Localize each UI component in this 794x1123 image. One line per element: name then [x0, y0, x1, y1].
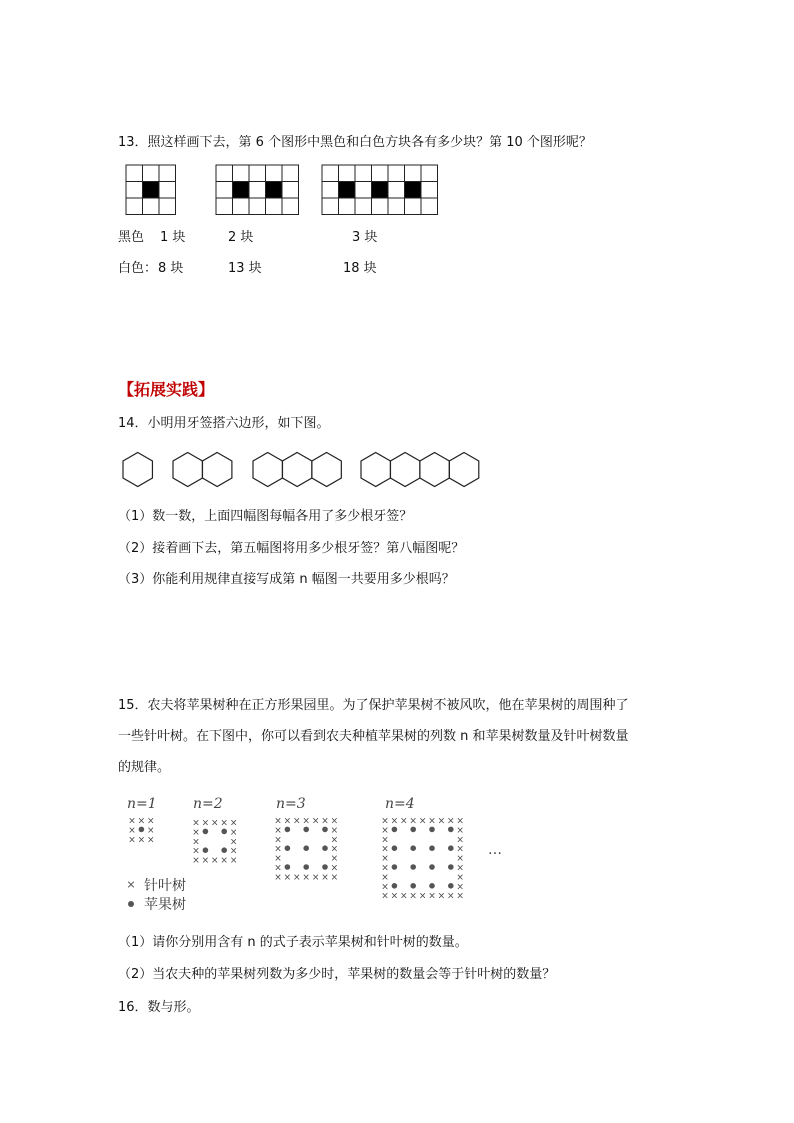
hexagon — [123, 453, 152, 487]
white-square — [126, 198, 143, 215]
q13-black-count-1: 1 块 — [160, 230, 186, 245]
q13-text: 13．照这样画下去，第 6 个图形中黑色和白色方块各有多少块？第 10 个图形呢？ — [118, 135, 592, 150]
conifer-tree: × — [330, 863, 339, 874]
conifer-tree: × — [418, 816, 427, 827]
legend-conifer-label: 针叶树 — [144, 878, 186, 894]
black-square — [405, 182, 422, 199]
conifer-tree: × — [283, 872, 292, 883]
white-square — [322, 198, 339, 215]
conifer-tree: × — [400, 816, 408, 827]
conifer-tree: × — [274, 825, 282, 836]
white-square — [388, 182, 405, 199]
q13-white-label: 白色： — [118, 261, 158, 276]
white-square — [421, 182, 438, 199]
q15-text-line3: 的规律。 — [118, 760, 171, 775]
apple-tree — [303, 827, 309, 833]
white-square — [355, 182, 372, 199]
conifer-tree: × — [437, 816, 446, 827]
q16-text: 16．数与形。 — [118, 1000, 200, 1015]
black-square — [372, 182, 389, 199]
q14-hexagon-figures — [120, 450, 490, 490]
white-square — [339, 198, 356, 215]
white-square — [126, 165, 143, 182]
white-square — [355, 165, 372, 182]
conifer-tree: × — [220, 818, 228, 829]
conifer-tree: × — [447, 816, 455, 827]
conifer-tree: × — [201, 856, 210, 867]
conifer-tree: × — [229, 837, 238, 848]
conifer-tree: × — [330, 835, 339, 846]
apple-tree — [203, 847, 209, 853]
conifer-tree: × — [437, 891, 446, 902]
apple-tree — [322, 864, 328, 870]
conifer-tree: × — [229, 856, 238, 867]
apple-tree — [285, 827, 291, 833]
apple-tree — [410, 845, 416, 851]
conifer-legend-icon: × — [126, 878, 136, 891]
white-square — [216, 182, 233, 199]
conifer-tree: × — [274, 816, 282, 827]
q14-sub2: （2）接着画下去，第五幅图将用多少根牙签？第八幅图呢？ — [118, 541, 465, 556]
apple-tree — [221, 847, 227, 853]
white-square — [322, 182, 339, 199]
conifer-tree: × — [390, 891, 399, 902]
white-square — [249, 182, 266, 199]
conifer-tree: × — [456, 872, 464, 883]
conifer-tree: × — [447, 891, 455, 902]
q15-text-line1: 15．农夫将苹果树种在正方形果园里。为了保护苹果树不被风吹，他在苹果树的周围种了 — [118, 698, 629, 713]
conifer-tree: × — [330, 854, 339, 865]
white-square — [143, 198, 160, 215]
conifer-tree: × — [302, 816, 310, 827]
conifer-tree: × — [201, 818, 210, 829]
q13-black-count-3: 3 块 — [352, 230, 378, 245]
white-square — [249, 165, 266, 182]
conifer-tree: × — [381, 882, 389, 893]
conifer-tree: × — [428, 816, 436, 827]
conifer-tree: × — [330, 872, 339, 883]
black-square — [233, 182, 250, 199]
q13-white-count-2: 13 块 — [228, 261, 262, 276]
hexagon — [312, 453, 341, 487]
apple-tree — [392, 845, 398, 851]
conifer-tree: × — [381, 891, 389, 902]
conifer-tree: × — [381, 844, 389, 855]
white-square — [266, 165, 283, 182]
white-square — [421, 198, 438, 215]
apple-tree — [221, 829, 227, 835]
conifer-tree: × — [147, 816, 155, 827]
hexagon-figures-group — [123, 453, 479, 487]
white-square — [282, 198, 299, 215]
conifer-tree: × — [147, 825, 155, 836]
q13-white-count-3: 18 块 — [343, 261, 377, 276]
conifer-tree: × — [400, 891, 408, 902]
hexagon — [253, 453, 282, 487]
conifer-tree: × — [390, 816, 399, 827]
q13-grid-figures — [124, 164, 444, 218]
ellipsis: … — [488, 842, 502, 858]
conifer-tree: × — [456, 891, 464, 902]
q13-black-count-2: 2 块 — [228, 230, 254, 245]
conifer-tree: × — [229, 818, 238, 829]
conifer-tree: × — [456, 825, 464, 836]
white-square — [282, 165, 299, 182]
white-square — [405, 165, 422, 182]
q15-text-line2: 一些针叶树。在下图中，你可以看到农夫种植苹果树的列数 n 和苹果树数量及针叶树数量 — [118, 729, 629, 744]
q13-white-count-1: 8 块 — [158, 261, 184, 276]
apple-tree — [429, 883, 435, 889]
conifer-tree: × — [311, 816, 320, 827]
conifer-tree: × — [128, 825, 136, 836]
conifer-tree: × — [274, 854, 282, 865]
white-square — [282, 182, 299, 199]
conifer-tree: × — [456, 816, 464, 827]
q15-sub1: （1）请你分别用含有 n 的式子表示苹果树和针叶树的数量。 — [118, 935, 468, 950]
conifer-tree: × — [293, 872, 301, 883]
conifer-tree: × — [128, 816, 136, 827]
conifer-tree: × — [409, 816, 417, 827]
white-square — [339, 165, 356, 182]
conifer-tree: × — [137, 835, 146, 846]
white-square — [143, 165, 160, 182]
white-square — [233, 165, 250, 182]
black-square — [339, 182, 356, 199]
conifer-tree: × — [456, 835, 464, 846]
conifer-tree: × — [229, 846, 238, 857]
conifer-tree: × — [321, 816, 329, 827]
apple-tree — [139, 827, 145, 833]
white-square — [126, 182, 143, 199]
conifer-tree: × — [381, 816, 389, 827]
label-n3: n=3 — [276, 796, 306, 812]
apple-tree — [285, 864, 291, 870]
label-n1: n=1 — [127, 796, 157, 812]
apple-tree — [203, 829, 209, 835]
conifer-tree: × — [293, 816, 301, 827]
conifer-tree: × — [381, 872, 389, 883]
conifer-tree: × — [456, 882, 464, 893]
conifer-tree: × — [311, 872, 320, 883]
hexagon — [202, 453, 231, 487]
apple-tree — [448, 845, 454, 851]
conifer-tree: × — [330, 816, 339, 827]
white-square — [322, 165, 339, 182]
white-square — [372, 165, 389, 182]
q14-text: 14．小明用牙签搭六边形，如下图。 — [118, 416, 330, 431]
white-square — [249, 198, 266, 215]
white-square — [372, 198, 389, 215]
apple-legend-icon — [128, 901, 134, 907]
conifer-tree: × — [381, 835, 389, 846]
conifer-tree: × — [456, 854, 464, 865]
white-square — [388, 165, 405, 182]
conifer-tree: × — [211, 818, 219, 829]
conifer-tree: × — [192, 818, 200, 829]
white-square — [159, 165, 176, 182]
white-square — [388, 198, 405, 215]
apple-tree — [392, 883, 398, 889]
black-square — [266, 182, 283, 199]
apple-tree — [429, 864, 435, 870]
conifer-tree: × — [192, 827, 200, 838]
apple-tree — [448, 883, 454, 889]
conifer-tree: × — [128, 835, 136, 846]
apple-tree — [448, 864, 454, 870]
conifer-tree: × — [211, 856, 219, 867]
conifer-tree: × — [137, 816, 146, 827]
conifer-tree: × — [220, 856, 228, 867]
conifer-tree: × — [192, 837, 200, 848]
label-n2: n=2 — [193, 796, 223, 812]
apple-tree — [410, 883, 416, 889]
hexagon — [390, 453, 419, 487]
conifer-tree: × — [321, 872, 329, 883]
apple-tree — [410, 827, 416, 833]
hexagon — [282, 453, 311, 487]
white-square — [405, 198, 422, 215]
q15-sub2: （2）当农夫种的苹果树列数为多少时，苹果树的数量会等于针叶树的数量？ — [118, 967, 556, 982]
hexagon — [420, 453, 449, 487]
apple-tree — [429, 845, 435, 851]
white-square — [159, 198, 176, 215]
apple-tree — [429, 827, 435, 833]
hexagon — [449, 453, 478, 487]
conifer-tree: × — [192, 846, 200, 857]
conifer-tree: × — [229, 827, 238, 838]
white-square — [216, 198, 233, 215]
conifer-tree: × — [330, 844, 339, 855]
white-square — [216, 165, 233, 182]
apple-tree — [448, 827, 454, 833]
legend-apple-label: 苹果树 — [144, 897, 186, 913]
conifer-tree: × — [283, 816, 292, 827]
conifer-tree: × — [330, 825, 339, 836]
white-square — [355, 198, 372, 215]
apple-tree — [410, 864, 416, 870]
section-title: 【拓展实践】 — [118, 380, 215, 399]
white-square — [421, 165, 438, 182]
conifer-tree: × — [147, 835, 155, 846]
apple-tree — [303, 864, 309, 870]
black-square — [143, 182, 160, 199]
grid-figures-group — [126, 165, 438, 215]
conifer-tree: × — [381, 863, 389, 874]
apple-tree — [303, 845, 309, 851]
conifer-tree: × — [274, 863, 282, 874]
conifer-tree: × — [302, 872, 310, 883]
apple-tree — [392, 827, 398, 833]
q15-orchard-figures — [120, 790, 520, 915]
hexagon — [361, 453, 390, 487]
q13-black-label: 黑色 — [118, 230, 145, 245]
q14-sub3: （3）你能利用规律直接写成第 n 幅图一共要用多少根吗？ — [118, 572, 455, 587]
conifer-tree: × — [418, 891, 427, 902]
conifer-tree: × — [409, 891, 417, 902]
conifer-tree: × — [428, 891, 436, 902]
label-n4: n=4 — [385, 796, 415, 812]
conifer-tree: × — [274, 872, 282, 883]
conifer-tree: × — [456, 863, 464, 874]
conifer-tree: × — [381, 854, 389, 865]
white-square — [159, 182, 176, 199]
apple-tree — [285, 845, 291, 851]
apple-tree — [322, 827, 328, 833]
apple-tree — [322, 845, 328, 851]
apple-tree — [392, 864, 398, 870]
white-square — [233, 198, 250, 215]
conifer-tree: × — [456, 844, 464, 855]
conifer-tree: × — [274, 835, 282, 846]
q14-sub1: （1）数一数，上面四幅图每幅各用了多少根牙签？ — [118, 509, 413, 524]
conifer-tree: × — [192, 856, 200, 867]
white-square — [266, 198, 283, 215]
conifer-tree: × — [381, 825, 389, 836]
hexagon — [173, 453, 202, 487]
conifer-tree: × — [274, 844, 282, 855]
